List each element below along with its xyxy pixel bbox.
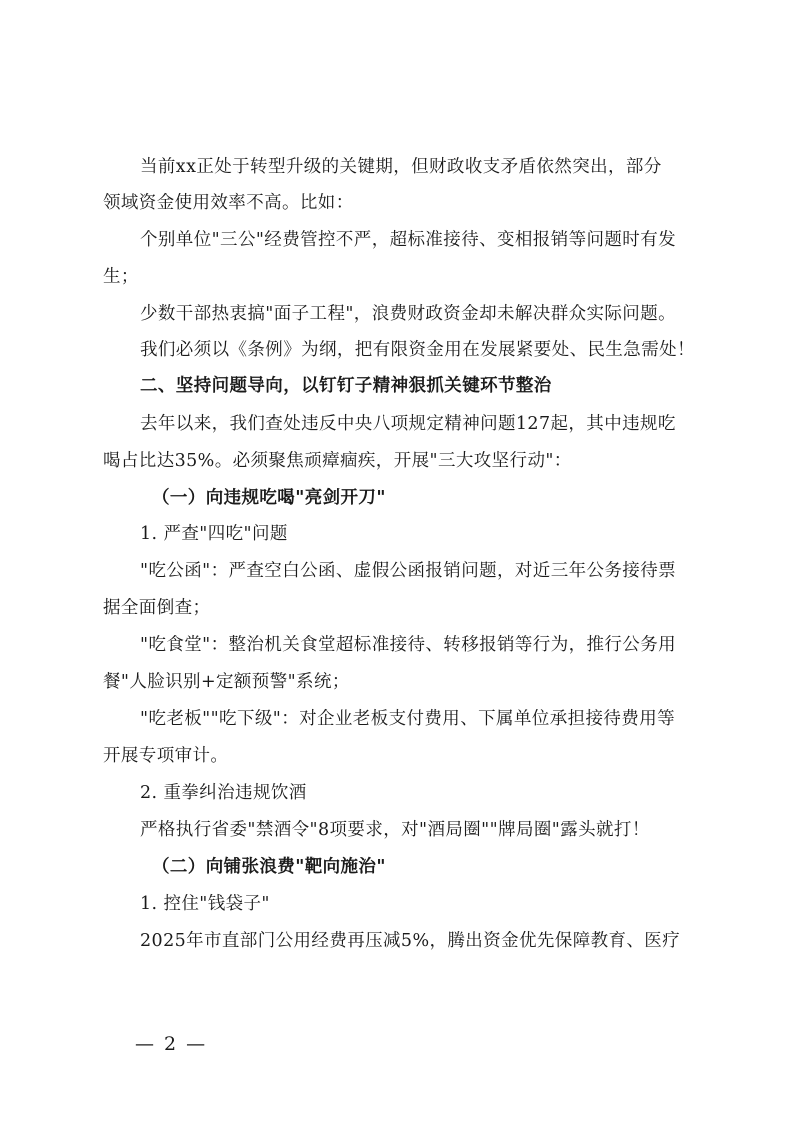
paragraph-line: 个别单位"三公"经费管控不严，超标准接待、变相报销等问题时有发 [140, 230, 676, 250]
subsection-heading: （一）向违规吃喝"亮剑开刀" [152, 488, 386, 508]
paragraph-line: 当前xx正处于转型升级的关键期，但财政收支矛盾依然突出，部分 [140, 157, 662, 177]
paragraph-line: 据全面倒查； [103, 598, 211, 618]
paragraph-line: 我们必须以《条例》为纲，把有限资金用在发展紧要处、民生急需处！ [140, 340, 695, 360]
list-item-heading: 2. 重拳纠治违规饮酒 [140, 783, 307, 803]
paragraph-line: 少数干部热衷搞"面子工程"，浪费财政资金却未解决群众实际问题。 [140, 304, 676, 324]
paragraph-line: 严格执行省委"禁酒令"8项要求，对"酒局圈""牌局圈"露头就打！ [140, 820, 650, 840]
paragraph-line: 喝占比达35%。必须聚焦顽瘴痼疾，开展"三大攻坚行动"： [103, 451, 572, 471]
paragraph-line: 领域资金使用效率不高。比如： [103, 193, 354, 213]
paragraph-line: "吃食堂"：整治机关食堂超标准接待、转移报销等行为，推行公务用 [140, 635, 676, 655]
paragraph-line: 开展专项审计。 [103, 746, 229, 766]
paragraph-line: 去年以来，我们查处违反中央八项规定精神问题127起，其中违规吃 [140, 414, 676, 434]
list-item-heading: 1. 严查"四吃"问题 [140, 524, 288, 544]
page-number: — 2 — [135, 1033, 208, 1055]
subsection-heading: （二）向铺张浪费"靶向施治" [152, 857, 386, 877]
paragraph-line: 生； [103, 267, 139, 287]
paragraph-line: "吃老板""吃下级"：对企业老板支付费用、下属单位承担接待费用等 [140, 709, 675, 729]
paragraph-line: 餐"人脸识别+定额预警"系统； [103, 672, 350, 692]
paragraph-line: 2025年市直部门公用经费再压减5%，腾出资金优先保障教育、医疗 [140, 931, 681, 951]
section-heading: 二、坚持问题导向，以钉钉子精神狠抓关键环节整治 [140, 376, 552, 396]
paragraph-line: "吃公函"：严查空白公函、虚假公函报销问题，对近三年公务接待票 [140, 561, 676, 581]
list-item-heading: 1. 控住"钱袋子" [140, 894, 270, 914]
